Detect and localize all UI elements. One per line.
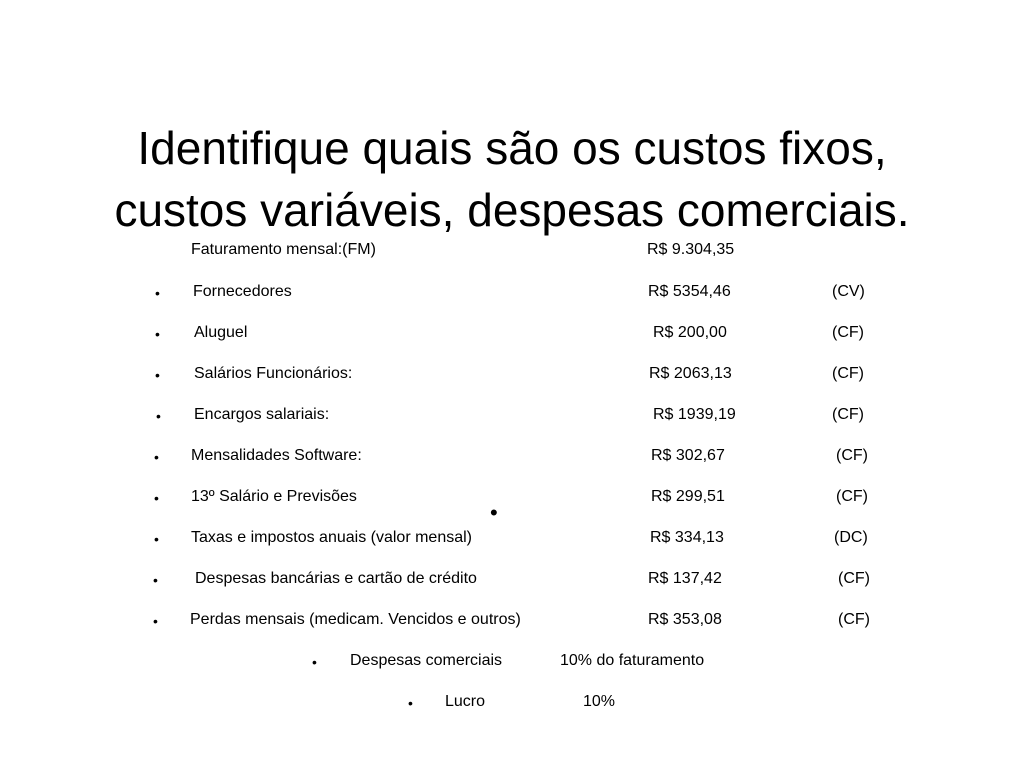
- item-type: (CF): [832, 406, 864, 423]
- list-item: [0, 692, 1024, 712]
- bullet-icon: •: [408, 695, 413, 711]
- item-label: Despesas comerciais: [350, 652, 503, 669]
- list-item: [0, 610, 1024, 630]
- item-type: (CF): [832, 365, 864, 382]
- bullet-icon: •: [155, 326, 160, 342]
- item-value: 10%: [583, 693, 616, 710]
- item-value: R$ 137,42: [648, 570, 722, 587]
- list-item: [0, 528, 1024, 548]
- revenue-row: [0, 240, 1024, 260]
- item-label: Lucro: [445, 693, 486, 710]
- item-value: R$ 302,67: [651, 447, 725, 464]
- item-value: 10% do faturamento: [560, 652, 705, 669]
- list-item: [0, 569, 1024, 589]
- bullet-icon: •: [155, 285, 160, 301]
- bullet-icon: •: [154, 531, 159, 547]
- item-value: R$ 299,51: [651, 488, 725, 505]
- item-type: (CF): [836, 488, 868, 505]
- item-type: (CF): [838, 611, 870, 628]
- bullet-icon: •: [156, 408, 161, 424]
- list-item: [0, 487, 1024, 507]
- item-label: Taxas e impostos anuais (valor mensal): [191, 529, 473, 546]
- list-item: [0, 282, 1024, 302]
- item-type: (CF): [836, 447, 868, 464]
- item-label: Perdas mensais (medicam. Vencidos e outros): [190, 611, 521, 628]
- item-type: (CV): [832, 283, 865, 300]
- list-item: [0, 364, 1024, 384]
- revenue-value: R$ 9.304,35: [647, 241, 735, 258]
- revenue-label: Faturamento mensal:(FM): [191, 241, 376, 258]
- list-item: [0, 405, 1024, 425]
- item-value: R$ 200,00: [653, 324, 727, 341]
- item-label: Salários Funcionários:: [194, 365, 353, 382]
- bullet-icon: •: [312, 654, 317, 670]
- item-type: (DC): [834, 529, 868, 546]
- item-value: R$ 5354,46: [648, 283, 731, 300]
- stray-bullet-mark: •: [490, 500, 498, 525]
- item-value: R$ 334,13: [650, 529, 724, 546]
- bullet-icon: •: [153, 613, 158, 629]
- item-type: (CF): [838, 570, 870, 587]
- slide-title-line-2: custos variáveis, despesas comerciais.: [114, 183, 910, 236]
- item-value: R$ 2063,13: [649, 365, 732, 382]
- bullet-icon: •: [154, 449, 159, 465]
- item-type: (CF): [832, 324, 864, 341]
- item-value: R$ 353,08: [648, 611, 722, 628]
- item-label: Encargos salariais:: [194, 406, 330, 423]
- item-value: R$ 1939,19: [653, 406, 736, 423]
- item-label: Mensalidades Software:: [191, 447, 362, 464]
- slide-title-line-1: Identifique quais são os custos fixos,: [137, 121, 887, 174]
- list-item: [0, 323, 1024, 343]
- bullet-icon: •: [155, 367, 160, 383]
- item-label: Fornecedores: [193, 283, 292, 300]
- slide-title: [0, 117, 1024, 241]
- item-label: Despesas bancárias e cartão de crédito: [195, 570, 477, 587]
- list-item: [0, 446, 1024, 466]
- bullet-icon: •: [153, 572, 158, 588]
- list-item: [0, 651, 1024, 671]
- bullet-icon: •: [154, 490, 159, 506]
- item-label: 13º Salário e Previsões: [191, 488, 357, 505]
- item-label: Aluguel: [194, 324, 248, 341]
